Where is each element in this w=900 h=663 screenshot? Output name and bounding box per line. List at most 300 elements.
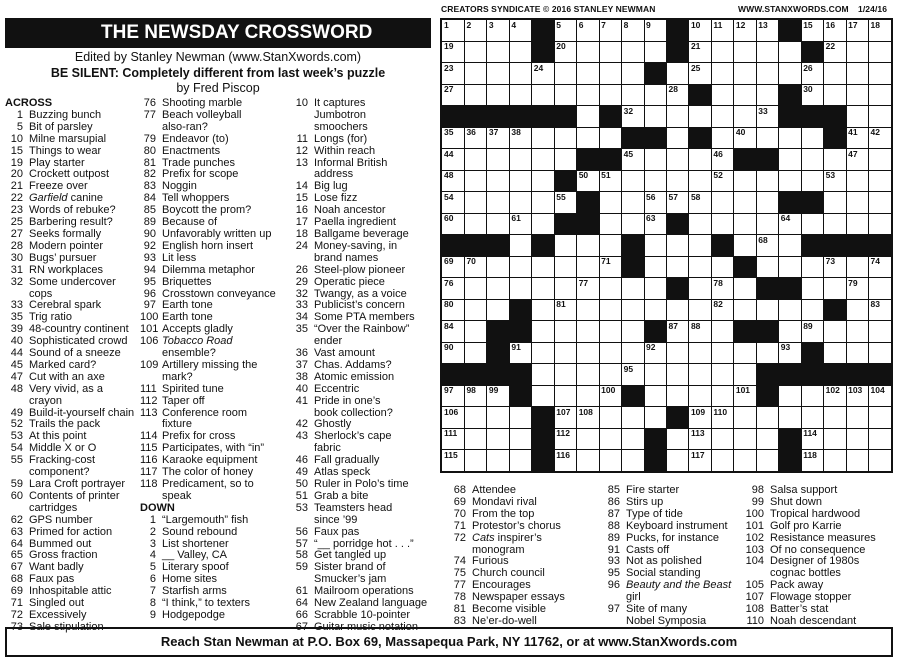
grid-cell[interactable] <box>554 41 577 63</box>
grid-cell[interactable] <box>532 278 555 300</box>
grid-cell[interactable] <box>667 192 690 214</box>
grid-cell[interactable] <box>644 192 667 214</box>
grid-cell[interactable] <box>442 385 465 407</box>
grid-cell[interactable] <box>532 364 555 386</box>
grid-cell[interactable] <box>801 170 824 192</box>
grid-cell[interactable] <box>464 20 487 42</box>
grid-cell[interactable] <box>599 213 622 235</box>
grid-cell[interactable] <box>824 321 847 343</box>
grid-cell[interactable] <box>667 428 690 450</box>
grid-cell[interactable] <box>554 407 577 429</box>
grid-cell[interactable] <box>554 321 577 343</box>
grid-cell[interactable] <box>824 41 847 63</box>
grid-cell[interactable] <box>869 84 892 106</box>
grid-cell[interactable] <box>689 149 712 171</box>
grid-cell[interactable] <box>532 256 555 278</box>
grid-cell[interactable] <box>554 63 577 85</box>
grid-cell[interactable] <box>464 278 487 300</box>
grid-cell[interactable] <box>734 428 757 450</box>
grid-cell[interactable] <box>577 256 600 278</box>
grid-cell[interactable] <box>509 450 532 472</box>
grid-cell[interactable] <box>756 84 779 106</box>
grid-cell[interactable] <box>801 127 824 149</box>
grid-cell[interactable] <box>622 106 645 128</box>
grid-cell[interactable] <box>756 256 779 278</box>
grid-cell[interactable] <box>487 84 510 106</box>
grid-cell[interactable] <box>869 342 892 364</box>
grid-cell[interactable] <box>756 235 779 257</box>
grid-cell[interactable] <box>846 20 869 42</box>
grid-cell[interactable] <box>734 278 757 300</box>
grid-cell[interactable] <box>689 342 712 364</box>
grid-cell[interactable] <box>869 41 892 63</box>
grid-cell[interactable] <box>487 385 510 407</box>
grid-cell[interactable] <box>554 342 577 364</box>
grid-cell[interactable] <box>622 321 645 343</box>
grid-cell[interactable] <box>846 127 869 149</box>
grid-cell[interactable] <box>801 385 824 407</box>
grid-cell[interactable] <box>509 428 532 450</box>
grid-cell[interactable] <box>779 149 802 171</box>
grid-cell[interactable] <box>824 170 847 192</box>
grid-cell[interactable] <box>869 256 892 278</box>
grid-cell[interactable] <box>622 149 645 171</box>
grid-cell[interactable] <box>554 235 577 257</box>
grid-cell[interactable] <box>464 41 487 63</box>
grid-cell[interactable] <box>487 450 510 472</box>
grid-cell[interactable] <box>464 385 487 407</box>
grid-cell[interactable] <box>869 407 892 429</box>
grid-cell[interactable] <box>667 149 690 171</box>
grid-cell[interactable] <box>711 278 734 300</box>
grid-cell[interactable] <box>869 170 892 192</box>
grid-cell[interactable] <box>869 192 892 214</box>
grid-cell[interactable] <box>577 170 600 192</box>
grid-cell[interactable] <box>509 256 532 278</box>
grid-cell[interactable] <box>801 428 824 450</box>
grid-cell[interactable] <box>711 192 734 214</box>
grid-cell[interactable] <box>756 407 779 429</box>
grid-cell[interactable] <box>532 84 555 106</box>
grid-cell[interactable] <box>846 106 869 128</box>
grid-cell[interactable] <box>622 342 645 364</box>
grid-cell[interactable] <box>487 278 510 300</box>
grid-cell[interactable] <box>464 170 487 192</box>
grid-cell[interactable] <box>689 106 712 128</box>
grid-cell[interactable] <box>801 278 824 300</box>
grid-cell[interactable] <box>622 20 645 42</box>
grid-cell[interactable] <box>756 127 779 149</box>
grid-cell[interactable] <box>644 278 667 300</box>
grid-cell[interactable] <box>644 20 667 42</box>
grid-cell[interactable] <box>689 364 712 386</box>
grid-cell[interactable] <box>577 321 600 343</box>
grid-cell[interactable] <box>711 299 734 321</box>
grid-cell[interactable] <box>756 170 779 192</box>
grid-cell[interactable] <box>442 450 465 472</box>
grid-cell[interactable] <box>599 299 622 321</box>
grid-cell[interactable] <box>644 84 667 106</box>
grid-cell[interactable] <box>532 385 555 407</box>
grid-cell[interactable] <box>711 450 734 472</box>
grid-cell[interactable] <box>464 342 487 364</box>
grid-cell[interactable] <box>801 84 824 106</box>
grid-cell[interactable] <box>622 213 645 235</box>
grid-cell[interactable] <box>464 256 487 278</box>
grid-cell[interactable] <box>487 63 510 85</box>
grid-cell[interactable] <box>622 299 645 321</box>
grid-cell[interactable] <box>622 428 645 450</box>
grid-cell[interactable] <box>577 41 600 63</box>
grid-cell[interactable] <box>846 342 869 364</box>
grid-cell[interactable] <box>442 407 465 429</box>
grid-cell[interactable] <box>756 63 779 85</box>
grid-cell[interactable] <box>869 63 892 85</box>
grid-cell[interactable] <box>464 450 487 472</box>
grid-cell[interactable] <box>532 149 555 171</box>
grid-cell[interactable] <box>667 321 690 343</box>
grid-cell[interactable] <box>509 407 532 429</box>
grid-cell[interactable] <box>711 106 734 128</box>
grid-cell[interactable] <box>734 106 757 128</box>
grid-cell[interactable] <box>667 450 690 472</box>
grid-cell[interactable] <box>824 428 847 450</box>
grid-cell[interactable] <box>689 299 712 321</box>
grid-cell[interactable] <box>756 41 779 63</box>
grid-cell[interactable] <box>756 428 779 450</box>
grid-cell[interactable] <box>622 63 645 85</box>
grid-cell[interactable] <box>801 20 824 42</box>
grid-cell[interactable] <box>824 385 847 407</box>
grid-cell[interactable] <box>779 385 802 407</box>
grid-cell[interactable] <box>464 149 487 171</box>
grid-cell[interactable] <box>554 364 577 386</box>
grid-cell[interactable] <box>644 170 667 192</box>
grid-cell[interactable] <box>577 385 600 407</box>
grid-cell[interactable] <box>532 63 555 85</box>
grid-cell[interactable] <box>711 256 734 278</box>
grid-cell[interactable] <box>442 213 465 235</box>
grid-cell[interactable] <box>667 106 690 128</box>
grid-cell[interactable] <box>869 278 892 300</box>
grid-cell[interactable] <box>442 41 465 63</box>
grid-cell[interactable] <box>442 342 465 364</box>
grid-cell[interactable] <box>554 385 577 407</box>
grid-cell[interactable] <box>667 235 690 257</box>
grid-cell[interactable] <box>711 127 734 149</box>
grid-cell[interactable] <box>711 321 734 343</box>
grid-cell[interactable] <box>824 149 847 171</box>
grid-cell[interactable] <box>442 278 465 300</box>
grid-cell[interactable] <box>442 428 465 450</box>
grid-cell[interactable] <box>599 256 622 278</box>
grid-cell[interactable] <box>442 127 465 149</box>
grid-cell[interactable] <box>824 407 847 429</box>
grid-cell[interactable] <box>689 213 712 235</box>
grid-cell[interactable] <box>711 63 734 85</box>
grid-cell[interactable] <box>801 321 824 343</box>
grid-cell[interactable] <box>779 342 802 364</box>
grid-cell[interactable] <box>734 342 757 364</box>
grid-cell[interactable] <box>779 321 802 343</box>
grid-cell[interactable] <box>622 192 645 214</box>
grid-cell[interactable] <box>667 84 690 106</box>
grid-cell[interactable] <box>599 407 622 429</box>
grid-cell[interactable] <box>711 428 734 450</box>
grid-cell[interactable] <box>689 407 712 429</box>
grid-cell[interactable] <box>756 450 779 472</box>
grid-cell[interactable] <box>644 299 667 321</box>
grid-cell[interactable] <box>846 170 869 192</box>
grid-cell[interactable] <box>734 127 757 149</box>
grid-cell[interactable] <box>846 256 869 278</box>
grid-cell[interactable] <box>622 170 645 192</box>
grid-cell[interactable] <box>464 192 487 214</box>
grid-cell[interactable] <box>509 342 532 364</box>
grid-cell[interactable] <box>599 364 622 386</box>
grid-cell[interactable] <box>779 63 802 85</box>
grid-cell[interactable] <box>622 41 645 63</box>
grid-cell[interactable] <box>577 342 600 364</box>
grid-cell[interactable] <box>734 192 757 214</box>
grid-cell[interactable] <box>532 299 555 321</box>
grid-cell[interactable] <box>487 20 510 42</box>
grid-cell[interactable] <box>734 407 757 429</box>
grid-cell[interactable] <box>464 63 487 85</box>
grid-cell[interactable] <box>689 41 712 63</box>
grid-cell[interactable] <box>509 149 532 171</box>
grid-cell[interactable] <box>599 84 622 106</box>
grid-cell[interactable] <box>869 321 892 343</box>
grid-cell[interactable] <box>824 84 847 106</box>
grid-cell[interactable] <box>509 63 532 85</box>
grid-cell[interactable] <box>801 63 824 85</box>
grid-cell[interactable] <box>801 450 824 472</box>
grid-cell[interactable] <box>869 213 892 235</box>
grid-cell[interactable] <box>577 63 600 85</box>
grid-cell[interactable] <box>869 385 892 407</box>
grid-cell[interactable] <box>622 84 645 106</box>
grid-cell[interactable] <box>801 149 824 171</box>
grid-cell[interactable] <box>487 256 510 278</box>
grid-cell[interactable] <box>801 299 824 321</box>
grid-cell[interactable] <box>464 428 487 450</box>
grid-cell[interactable] <box>734 235 757 257</box>
grid-cell[interactable] <box>846 407 869 429</box>
grid-cell[interactable] <box>442 20 465 42</box>
grid-cell[interactable] <box>689 450 712 472</box>
grid-cell[interactable] <box>667 299 690 321</box>
grid-cell[interactable] <box>734 385 757 407</box>
grid-cell[interactable] <box>509 192 532 214</box>
grid-cell[interactable] <box>667 385 690 407</box>
grid-cell[interactable] <box>869 127 892 149</box>
grid-cell[interactable] <box>644 235 667 257</box>
grid-cell[interactable] <box>464 321 487 343</box>
grid-cell[interactable] <box>846 213 869 235</box>
grid-cell[interactable] <box>577 235 600 257</box>
grid-cell[interactable] <box>734 299 757 321</box>
grid-cell[interactable] <box>734 213 757 235</box>
grid-cell[interactable] <box>734 170 757 192</box>
grid-cell[interactable] <box>756 192 779 214</box>
grid-cell[interactable] <box>846 278 869 300</box>
grid-cell[interactable] <box>532 321 555 343</box>
grid-cell[interactable] <box>622 450 645 472</box>
grid-cell[interactable] <box>554 299 577 321</box>
grid-cell[interactable] <box>622 364 645 386</box>
grid-cell[interactable] <box>644 364 667 386</box>
grid-cell[interactable] <box>532 342 555 364</box>
grid-cell[interactable] <box>599 63 622 85</box>
grid-cell[interactable] <box>509 278 532 300</box>
grid-cell[interactable] <box>711 407 734 429</box>
grid-cell[interactable] <box>554 450 577 472</box>
grid-cell[interactable] <box>599 41 622 63</box>
grid-cell[interactable] <box>554 149 577 171</box>
grid-cell[interactable] <box>734 20 757 42</box>
grid-cell[interactable] <box>734 41 757 63</box>
grid-cell[interactable] <box>711 149 734 171</box>
grid-cell[interactable] <box>464 299 487 321</box>
grid-cell[interactable] <box>487 428 510 450</box>
grid-cell[interactable] <box>487 149 510 171</box>
grid-cell[interactable] <box>711 20 734 42</box>
grid-cell[interactable] <box>824 278 847 300</box>
grid-cell[interactable] <box>667 342 690 364</box>
grid-cell[interactable] <box>644 41 667 63</box>
grid-cell[interactable] <box>711 84 734 106</box>
grid-cell[interactable] <box>599 192 622 214</box>
grid-cell[interactable] <box>801 256 824 278</box>
grid-cell[interactable] <box>487 299 510 321</box>
grid-cell[interactable] <box>711 213 734 235</box>
grid-cell[interactable] <box>554 428 577 450</box>
grid-cell[interactable] <box>644 407 667 429</box>
grid-cell[interactable] <box>667 127 690 149</box>
grid-cell[interactable] <box>689 256 712 278</box>
grid-cell[interactable] <box>756 342 779 364</box>
grid-cell[interactable] <box>509 41 532 63</box>
grid-cell[interactable] <box>577 299 600 321</box>
grid-cell[interactable] <box>599 342 622 364</box>
grid-cell[interactable] <box>846 428 869 450</box>
grid-cell[interactable] <box>532 170 555 192</box>
grid-cell[interactable] <box>779 299 802 321</box>
grid-cell[interactable] <box>689 63 712 85</box>
grid-cell[interactable] <box>734 364 757 386</box>
grid-cell[interactable] <box>689 20 712 42</box>
grid-cell[interactable] <box>869 428 892 450</box>
grid-cell[interactable] <box>577 106 600 128</box>
grid-cell[interactable] <box>487 170 510 192</box>
grid-cell[interactable] <box>577 278 600 300</box>
grid-cell[interactable] <box>846 63 869 85</box>
grid-cell[interactable] <box>756 213 779 235</box>
grid-cell[interactable] <box>599 450 622 472</box>
grid-cell[interactable] <box>846 385 869 407</box>
grid-cell[interactable] <box>779 235 802 257</box>
grid-cell[interactable] <box>846 299 869 321</box>
grid-cell[interactable] <box>487 127 510 149</box>
grid-cell[interactable] <box>442 149 465 171</box>
grid-cell[interactable] <box>577 364 600 386</box>
grid-cell[interactable] <box>599 170 622 192</box>
grid-cell[interactable] <box>442 256 465 278</box>
grid-cell[interactable] <box>509 235 532 257</box>
grid-cell[interactable] <box>824 20 847 42</box>
grid-cell[interactable] <box>869 299 892 321</box>
grid-cell[interactable] <box>779 127 802 149</box>
grid-cell[interactable] <box>554 84 577 106</box>
grid-cell[interactable] <box>711 385 734 407</box>
grid-cell[interactable] <box>711 170 734 192</box>
grid-cell[interactable] <box>554 256 577 278</box>
grid-cell[interactable] <box>442 170 465 192</box>
grid-cell[interactable] <box>487 41 510 63</box>
grid-cell[interactable] <box>442 192 465 214</box>
grid-cell[interactable] <box>554 127 577 149</box>
grid-cell[interactable] <box>644 213 667 235</box>
grid-cell[interactable] <box>869 149 892 171</box>
grid-cell[interactable] <box>689 278 712 300</box>
grid-cell[interactable] <box>869 106 892 128</box>
grid-cell[interactable] <box>644 149 667 171</box>
grid-cell[interactable] <box>756 20 779 42</box>
grid-cell[interactable] <box>599 235 622 257</box>
grid-cell[interactable] <box>734 450 757 472</box>
grid-cell[interactable] <box>667 170 690 192</box>
grid-cell[interactable] <box>824 256 847 278</box>
grid-cell[interactable] <box>599 278 622 300</box>
grid-cell[interactable] <box>869 20 892 42</box>
grid-cell[interactable] <box>532 192 555 214</box>
grid-cell[interactable] <box>464 127 487 149</box>
grid-cell[interactable] <box>779 170 802 192</box>
grid-cell[interactable] <box>824 213 847 235</box>
grid-cell[interactable] <box>532 213 555 235</box>
grid-cell[interactable] <box>644 256 667 278</box>
grid-cell[interactable] <box>689 321 712 343</box>
grid-cell[interactable] <box>509 213 532 235</box>
grid-cell[interactable] <box>442 84 465 106</box>
grid-cell[interactable] <box>644 106 667 128</box>
grid-cell[interactable] <box>509 20 532 42</box>
grid-cell[interactable] <box>599 321 622 343</box>
grid-cell[interactable] <box>846 321 869 343</box>
grid-cell[interactable] <box>577 450 600 472</box>
grid-cell[interactable] <box>509 84 532 106</box>
grid-cell[interactable] <box>577 20 600 42</box>
grid-cell[interactable] <box>711 41 734 63</box>
grid-cell[interactable] <box>622 278 645 300</box>
grid-cell[interactable] <box>801 213 824 235</box>
grid-cell[interactable] <box>644 342 667 364</box>
grid-cell[interactable] <box>846 41 869 63</box>
grid-cell[interactable] <box>756 106 779 128</box>
grid-cell[interactable] <box>734 63 757 85</box>
grid-cell[interactable] <box>689 385 712 407</box>
grid-cell[interactable] <box>644 385 667 407</box>
grid-cell[interactable] <box>509 170 532 192</box>
grid-cell[interactable] <box>464 407 487 429</box>
grid-cell[interactable] <box>487 213 510 235</box>
grid-cell[interactable] <box>554 278 577 300</box>
grid-cell[interactable] <box>464 84 487 106</box>
grid-cell[interactable] <box>554 20 577 42</box>
grid-cell[interactable] <box>824 342 847 364</box>
grid-cell[interactable] <box>869 450 892 472</box>
